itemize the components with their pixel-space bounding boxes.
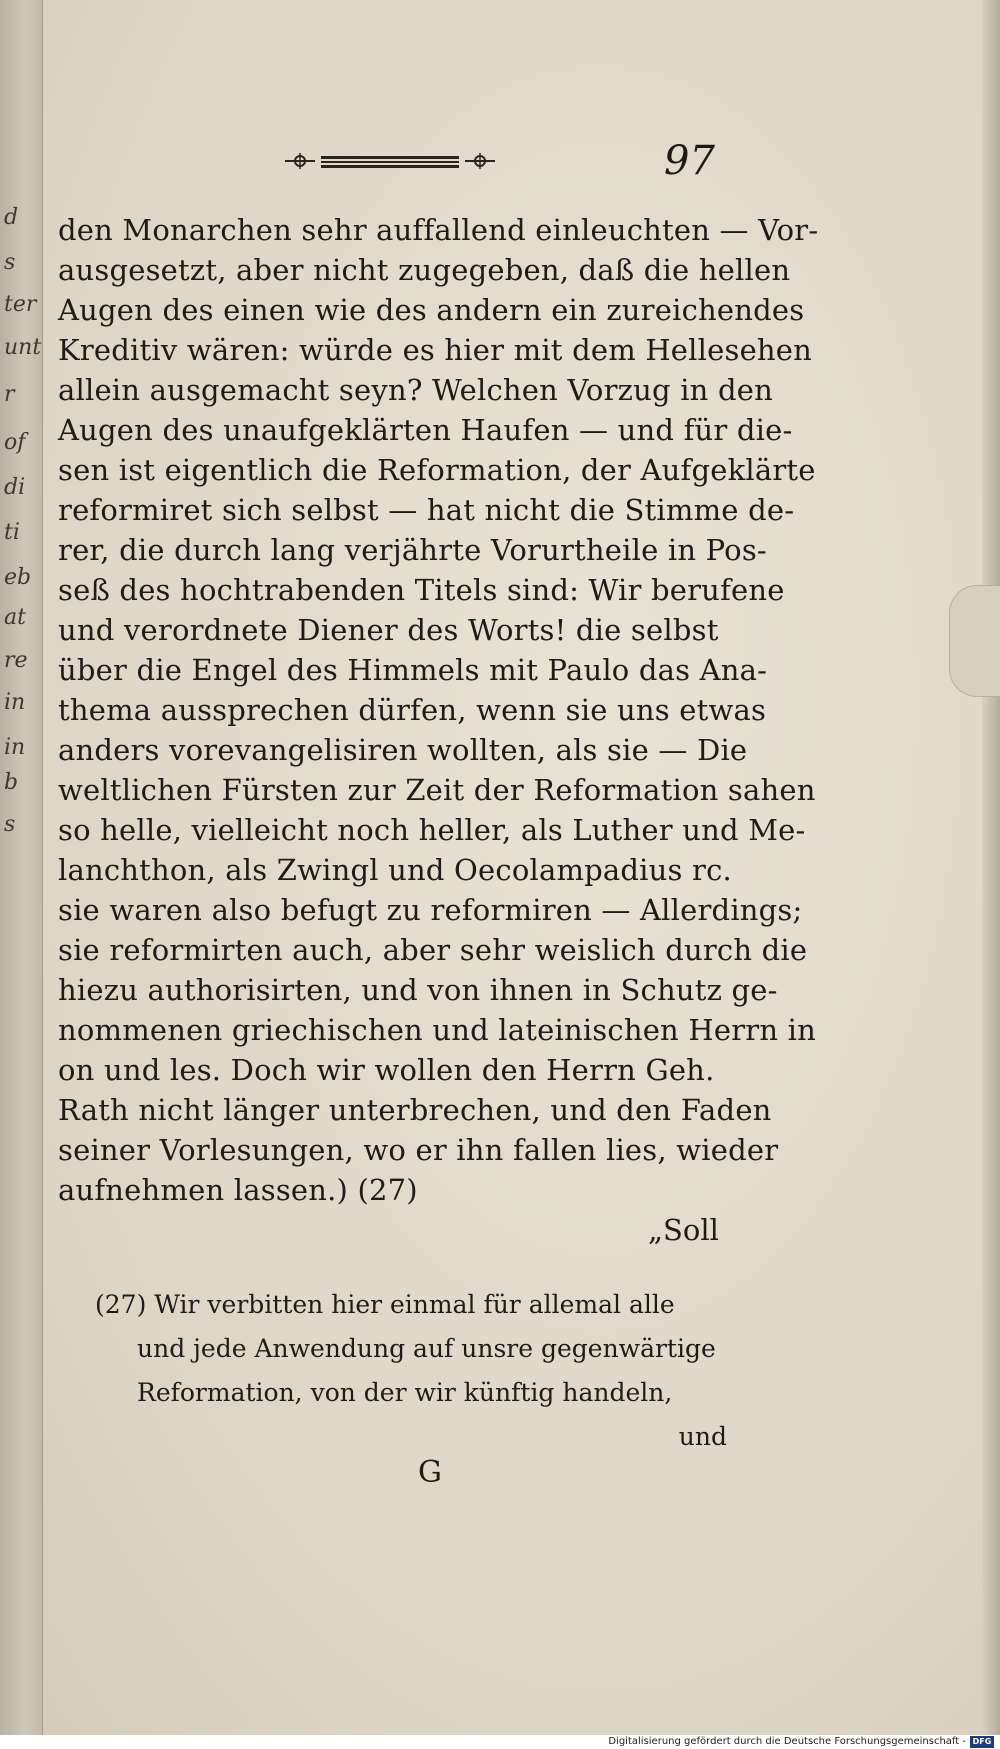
text-line: nommenen griechischen und lateinischen Herrn in <box>58 1013 816 1047</box>
text-line: den Monarchen sehr auffallend einleuchten — Vor- <box>58 213 819 247</box>
margin-fragment: r <box>4 382 15 407</box>
text-line: sie reformirten auch, aber sehr weislich durch die <box>58 933 808 967</box>
margin-fragment: b <box>4 770 19 795</box>
text-line: seiner Vorlesungen, wo er ihn fallen lies, wieder <box>58 1133 779 1167</box>
margin-fragment: ti <box>4 520 20 545</box>
text-line: Augen des einen wie des andern ein zureichendes <box>58 293 805 327</box>
margin-fragment: di <box>4 475 26 500</box>
text-line: reformiret sich selbst — hat nicht die Stimme de- <box>58 493 795 527</box>
text-line: und verordnete Diener des Worts! die selbst <box>58 613 719 647</box>
footnote-line: Reformation, von der wir künftig handeln, <box>137 1378 673 1407</box>
margin-fragment: eb <box>4 565 32 590</box>
margin-fragment: unt <box>4 335 42 360</box>
margin-fragment: of <box>4 430 26 455</box>
text-line: lanchthon, als Zwingl und Oecolampadius rc. <box>58 853 732 887</box>
margin-fragment: re <box>4 648 28 673</box>
text-line: weltlichen Fürsten zur Zeit der Reformation sahen <box>58 773 816 807</box>
text-line: so helle, vielleicht noch heller, als Luther und Me- <box>58 813 806 847</box>
margin-fragment: d <box>4 205 19 230</box>
catchword: „Soll <box>648 1213 719 1247</box>
footnote-line: und <box>678 1422 727 1451</box>
text-line: sie waren also befugt zu reformiren — Allerdings; <box>58 893 803 927</box>
text-line: über die Engel des Himmels mit Paulo das Ana- <box>58 653 768 687</box>
page-number: 97 <box>664 138 715 184</box>
text-line: hiezu authorisirten, und von ihnen in Schutz ge- <box>58 973 778 1007</box>
margin-fragment: at <box>4 605 26 630</box>
header-ornament-icon <box>285 150 495 172</box>
footnote-block <box>95 1283 727 1459</box>
text-line: seß des hochtrabenden Titels sind: Wir berufene <box>58 573 785 607</box>
text-line: rer, die durch lang verjährte Vorurtheile in Pos- <box>58 533 767 567</box>
footer-credit: Digitalisierung gefördert durch die Deutsche Forschungsgemeinschaft - <box>608 1736 966 1747</box>
text-line: aufnehmen lassen.) (27) <box>58 1173 418 1207</box>
page-right-edge <box>982 0 1000 1749</box>
margin-fragment: ter <box>4 292 37 317</box>
margin-fragment: s <box>4 812 16 837</box>
text-line: ausgesetzt, aber nicht zugegeben, daß die hellen <box>58 253 791 287</box>
dfg-logo-icon: DFG <box>970 1736 994 1748</box>
main-text-block <box>58 210 819 1210</box>
text-line: Kreditiv wären: würde es hier mit dem Hellesehen <box>58 333 813 367</box>
text-line: thema aussprechen dürfen, wenn sie uns etwas <box>58 693 767 727</box>
text-line: anders vorevangelisiren wollten, als sie — Die <box>58 733 748 767</box>
margin-fragment: s <box>4 250 16 275</box>
text-line: sen ist eigentlich die Reformation, der Aufgeklärte <box>58 453 816 487</box>
margin-fragment: in <box>4 735 26 760</box>
text-line: Rath nicht länger unterbrechen, und den Faden <box>58 1093 772 1127</box>
text-line: on und les. Doch wir wollen den Herrn Geh. <box>58 1053 715 1087</box>
text-line: Augen des unaufgeklärten Haufen — und für die- <box>58 413 793 447</box>
margin-fragment: in <box>4 690 26 715</box>
footnote-line: und jede Anwendung auf unsre gegenwärtige <box>137 1334 716 1363</box>
signature-mark: G <box>418 1455 442 1490</box>
previous-page-edge <box>0 0 43 1749</box>
text-line: allein ausgemacht seyn? Welchen Vorzug in den <box>58 373 773 407</box>
paper-tab <box>949 585 1000 697</box>
footnote-line: (27) Wir verbitten hier einmal für allemal alle <box>95 1290 675 1319</box>
